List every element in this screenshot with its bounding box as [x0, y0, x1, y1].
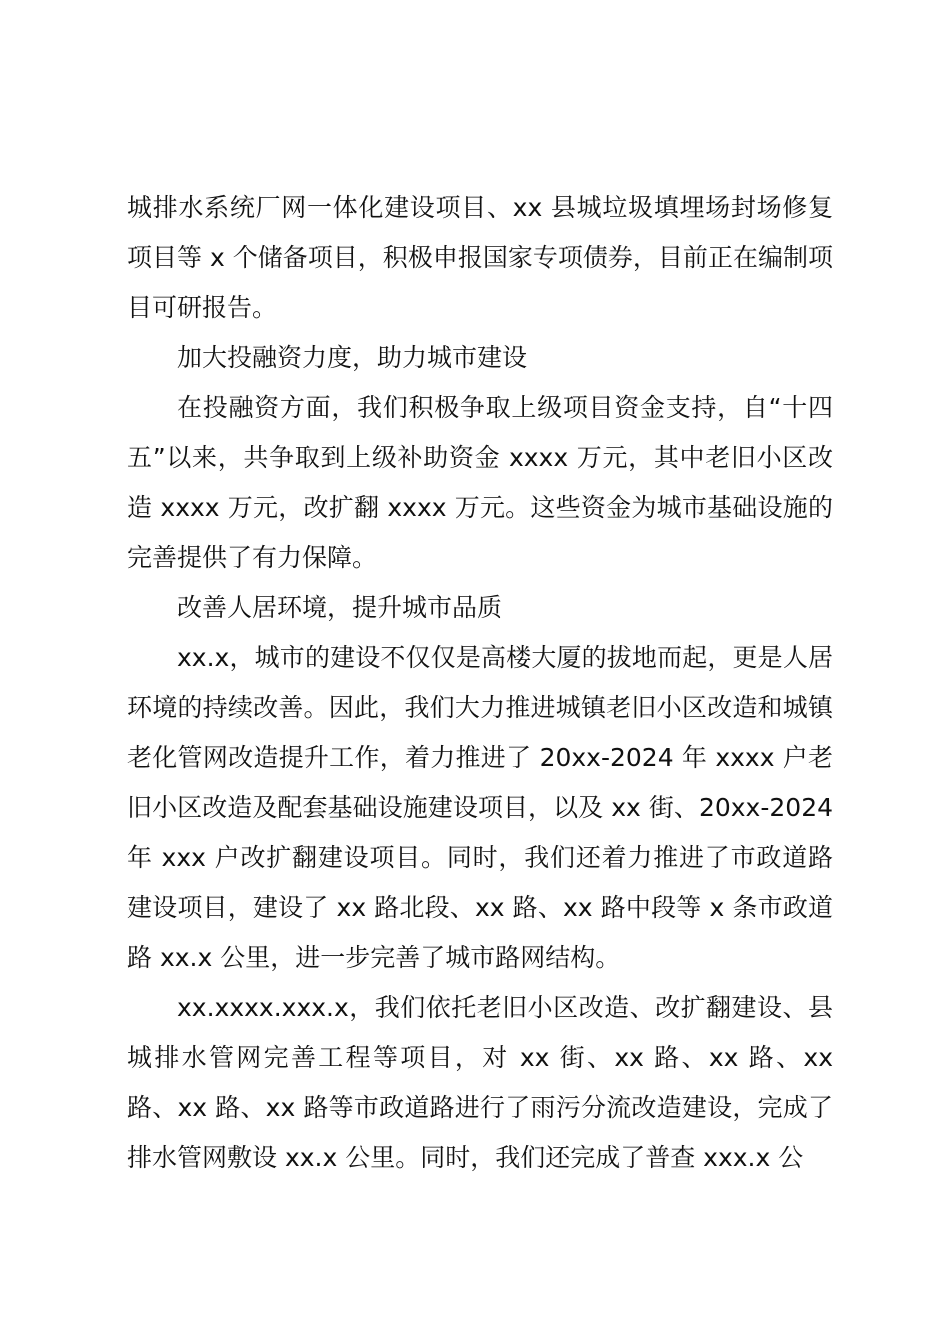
paragraph-continuation: 城排水系统厂网一体化建设项目、xx 县城垃圾填埋场封场修复项目等 x 个储备项目，积极申报国家专项债券，目前正在编制项目可研报告。 [127, 193, 833, 322]
paragraph-drainage: xx.xxxx.xxx.x，我们依托老旧小区改造、改扩翻建设、县城排水管网完善工程等项目，对 xx 街、xx 路、xx 路、xx 路、xx 路、xx 路等市政道路进行了雨污分流改造建设，完成了排水管网敷设 xx.x 公里。同时，我们还完成了普查 xxx.x 公 [127, 993, 841, 1172]
paragraph-investment: 在投融资方面，我们积极争取上级项目资金支持，自“十四五”以来，共争取到上级补助资金 xxxx 万元，其中老旧小区改造 xxxx 万元，改扩翻 xxxx 万元。这些资金为城市基础设施的完善提供了有力保障。 [127, 393, 833, 572]
paragraph-living-environment: xx.x，城市的建设不仅仅是高楼大厦的拔地而起，更是人居环境的持续改善。因此，我们大力推进城镇老旧小区改造和城镇老化管网改造提升工作，着力推进了 20xx-2024 年 xxxx 户老旧小区改造及配套基础设施建设项目，以及 xx 街、20xx-2024 年 xxx 户改扩翻建设项目。同时，我们还着力推进了市政道路建设项目，建设了 xx 路北段、xx 路、xx 路中段等 x 条市政道路 xx.x 公里，进一步完善了城市路网结构。 [127, 643, 841, 972]
section-heading-living-environment: 改善人居环境，提升城市品质 [177, 593, 503, 622]
section-heading-investment: 加大投融资力度，助力城市建设 [177, 343, 528, 372]
document-body [127, 183, 841, 1183]
